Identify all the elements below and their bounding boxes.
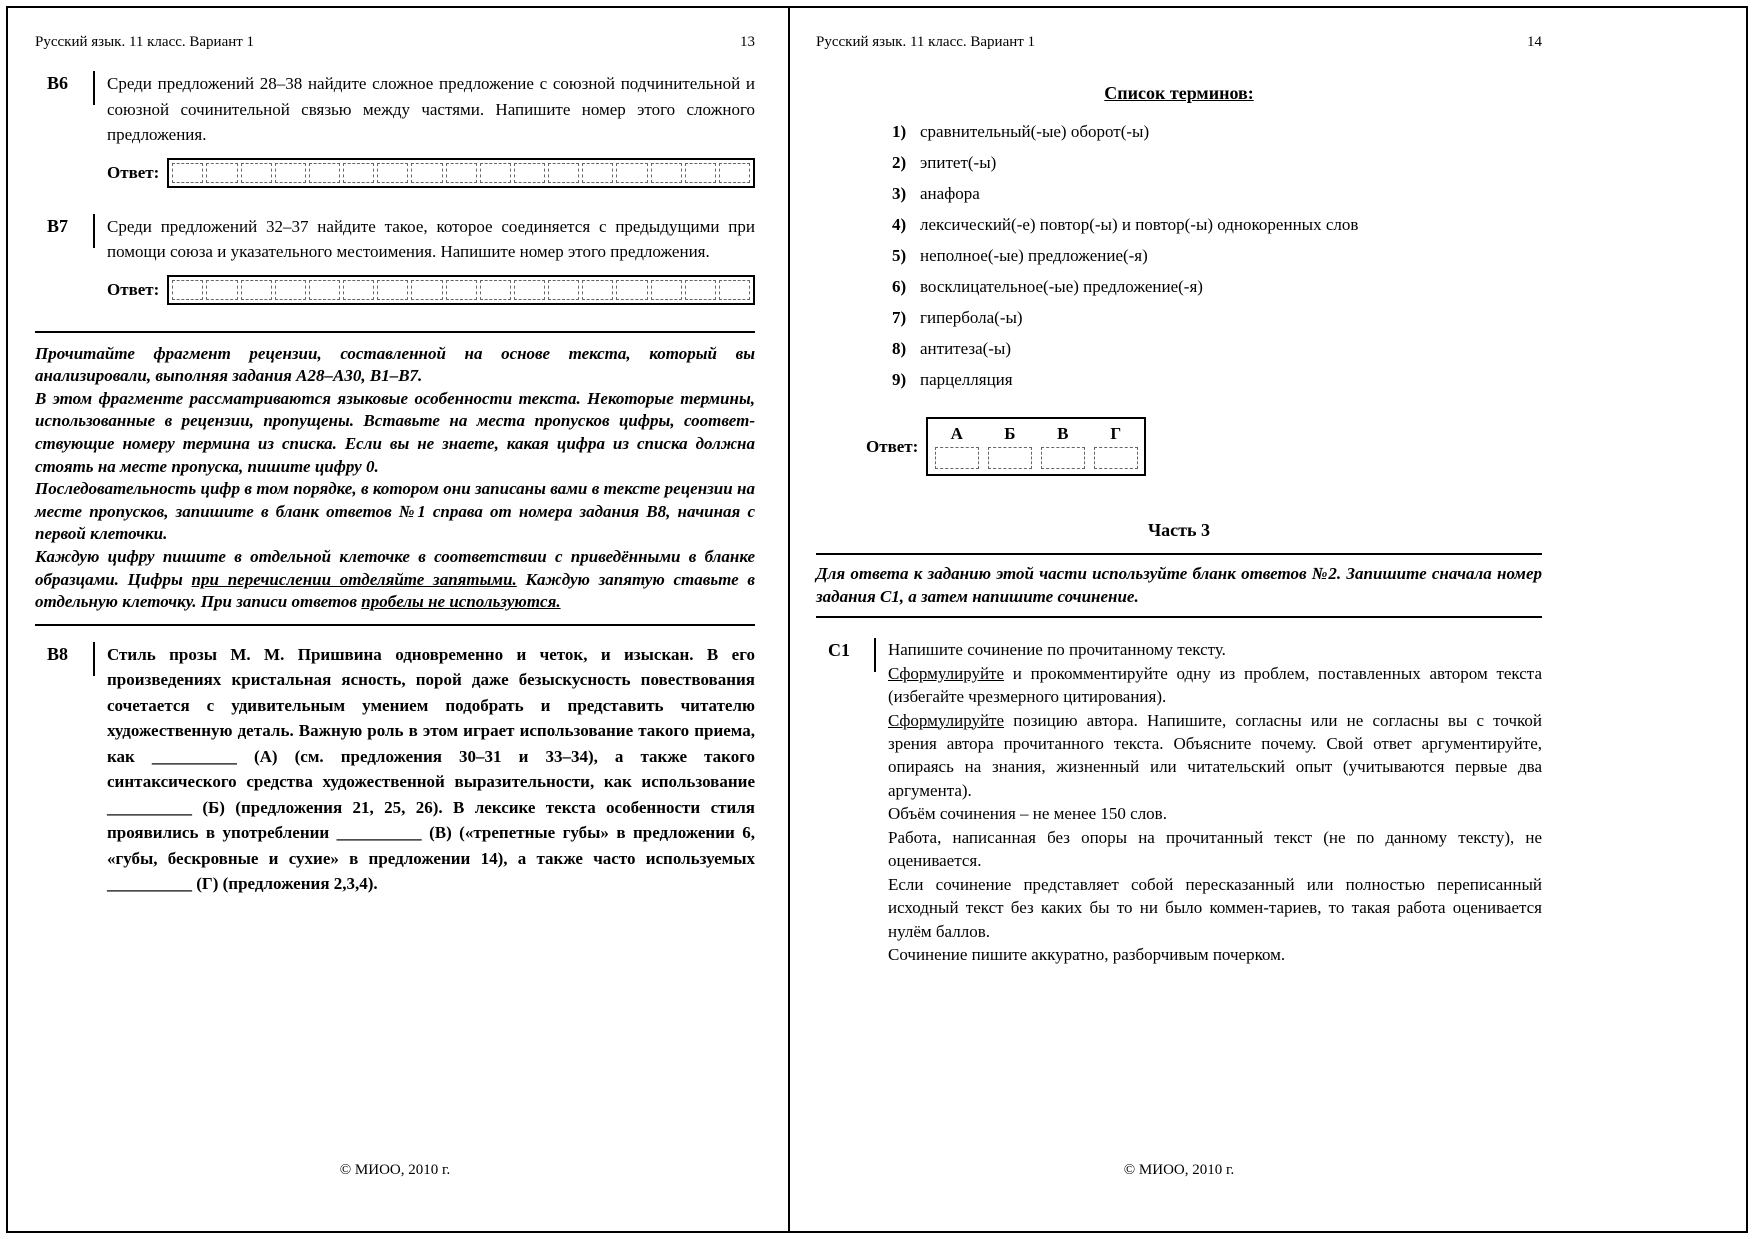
term-item (892, 153, 1542, 173)
c1-underlined-word: Сформулируйте (888, 663, 1005, 683)
instructions-paragraph: Для ответа к заданию этой части используйте бланк ответов №2. Запишите сначала номер задания С1, а затем напишите сочинение. (816, 564, 1542, 606)
task-c1-paragraph-2 (888, 662, 1542, 709)
task-b7-body (107, 214, 755, 305)
term-item (892, 184, 1542, 204)
terms-list (816, 122, 1542, 401)
answer-grid-column (1036, 419, 1089, 474)
answer-cell (343, 280, 374, 300)
task-b8-number: В8 (35, 642, 95, 676)
answer-cell (1094, 447, 1138, 469)
answer-cell (582, 280, 613, 300)
term-text: анафора (920, 184, 980, 203)
answer-cell (275, 163, 306, 183)
task-b7-text: Среди предложений 32–37 найдите такое, которое соединяется с предыдущими при помощи союза и указательного местоимения. Напишите номер этого предложения. (107, 216, 755, 261)
answer-cell (988, 447, 1032, 469)
part-3-title: Часть 3 (1147, 520, 1211, 540)
answer-cell (206, 280, 237, 300)
term-text: эпитет(-ы) (920, 153, 997, 172)
answer-cell (1041, 447, 1085, 469)
instructions-paragraph-1: Прочитайте фрагмент рецензии, составленной на основе текста, который вы анализировали, выполняя задания А28–А30, В1–В7. (35, 343, 755, 386)
answer-cell (241, 280, 272, 300)
term-text: неполное(-ые) предложение(-я) (920, 246, 1148, 265)
term-item (892, 308, 1542, 328)
answer-cell (548, 163, 579, 183)
term-number: 5) (892, 246, 907, 265)
answer-cell (651, 280, 682, 300)
c1-text-segment: позицию автора. Напишите, согласны или не согласны вы с точкой зрения автора прочитанного текста. Объясните почему. Свой ответ аргументируйте, опираясь на знания, жизненный или читательский опыт (учитываются первые два аргумента). (888, 710, 1542, 800)
header-page-number: 14 (1527, 34, 1542, 50)
answer-cell (309, 280, 340, 300)
task-b8 (35, 642, 755, 897)
term-text: восклицательное(-ые) предложение(-я) (920, 277, 1203, 296)
term-text: сравнительный(-ые) оборот(-ы) (920, 122, 1150, 141)
task-c1-paragraph-5: Работа, написанная без опоры на прочитанный текст (не по данному тексту), не оценивается. (888, 827, 1542, 871)
answer-grid-column (930, 419, 983, 474)
task-b7-answer-row (107, 275, 755, 305)
term-item (892, 370, 1542, 390)
term-text: парцелляция (920, 370, 1013, 389)
term-number: 8) (892, 339, 907, 358)
c1-text-segment: и прокомментируйте одну из проблем, поставленных автором текста (избегайте чрезмерного цитирования). (888, 663, 1542, 707)
answer-grid-header: Г (1110, 424, 1122, 443)
answer-cell (275, 280, 306, 300)
copyright-footer: © МИОО, 2010 г. (1123, 1162, 1235, 1178)
task-b7-number: В7 (35, 214, 95, 248)
task-b7 (35, 214, 755, 305)
task-b6-answer-row (107, 158, 755, 188)
part-3-instructions (816, 563, 1542, 608)
answer-grid-header: А (950, 424, 963, 443)
answer-cell (446, 280, 477, 300)
header-title: Русский язык. 11 класс. Вариант 1 (816, 34, 1036, 50)
header-page-number: 13 (740, 34, 755, 50)
answer-grid-column (1089, 419, 1142, 474)
term-item (892, 122, 1542, 142)
task-c1-paragraph-1: Напишите сочинение по прочитанному тексту. (888, 640, 1226, 660)
task-c1-paragraph-7: Сочинение пишите аккуратно, разборчивым почерком. (888, 945, 1286, 965)
answer-cell (172, 280, 203, 300)
task-b6-answer-box (167, 158, 755, 188)
term-text: гипербола(-ы) (920, 308, 1023, 327)
answer-cell (480, 163, 511, 183)
answer-grid-header: Б (1004, 424, 1016, 443)
instructions-paragraph-4 (35, 546, 755, 614)
divider-rule (816, 553, 1542, 555)
term-text: антитеза(-ы) (920, 339, 1012, 358)
answer-cell (582, 163, 613, 183)
exam-sheet-spread (6, 6, 1748, 1233)
instructions-paragraph-2: В этом фрагменте рассматриваются языковые особенности текста. Некоторые термины, использованные в рецензии, пропущены. Вставьте на места пропусков цифры, соответ-ствующие номеру термина из списка. Если вы не знаете, какая цифра из списка должна стоять на месте пропуска, пишите цифру 0. (35, 388, 755, 476)
term-number: 9) (892, 370, 907, 389)
term-text: лексический(-е) повтор(-ы) и повтор(-ы) однокоренных слов (920, 215, 1359, 234)
task-c1 (816, 638, 1542, 966)
page-13-header (35, 34, 755, 51)
task-b6 (35, 71, 755, 188)
copyright-footer: © МИОО, 2010 г. (339, 1162, 451, 1178)
divider-rule (35, 624, 755, 626)
review-instructions (35, 343, 755, 614)
answer-cell (446, 163, 477, 183)
instructions-segment: Каждую запятую ставьте в отдельную клеточку. При записи ответов (35, 569, 755, 612)
instructions-paragraph-3: Последовательность цифр в том порядке, в котором они записаны вами в тексте рецензии на месте пропусков, запишите в бланк ответов №1 справа от номера задания В8, начиная с первой клеточки. (35, 479, 755, 544)
term-number: 4) (892, 215, 907, 234)
answer-cell (241, 163, 272, 183)
task-b6-answer-label: Ответ: (107, 162, 160, 182)
task-b6-body (107, 71, 755, 188)
c1-underlined-word: Сформулируйте (888, 710, 1005, 730)
answer-cell (172, 163, 203, 183)
answer-cell (411, 163, 442, 183)
task-b6-number: В6 (35, 71, 95, 105)
answer-cell (616, 163, 647, 183)
answer-cell (685, 280, 716, 300)
page-14-header (816, 34, 1542, 51)
task-b7-answer-label: Ответ: (107, 279, 160, 299)
page-14 (790, 8, 1746, 1231)
task-c1-paragraph-4: Объём сочинения – не менее 150 слов. (888, 804, 1167, 824)
task-b8-text: Стиль прозы М. М. Пришвина одновременно и четок, и изыскан. В его произведениях кристальная ясность, порой даже безыскусность повествования сочетается с удивительным умением подобрать и представить читателю художественную деталь. Важную роль в этом играет использование такого приема, как __________ (А) (см. предложения 30–31 и 33–34), а также такого синтаксического средства художественной выразительности, как использование __________ (Б) (предложения 21, 25, 26). В лексике текста особенности стиля проявились в употреблении __________ (В) («трепетные губы» в предложении 6, «губы, бескровные и сухие» в предложении 14), а также часто используемых __________ (Г) (предложения 2,3,4). (107, 644, 755, 894)
term-number: 2) (892, 153, 907, 172)
terms-answer-grid (926, 417, 1146, 476)
term-number: 3) (892, 184, 907, 203)
term-item (892, 277, 1542, 297)
task-c1-body (888, 638, 1542, 966)
task-b7-answer-box (167, 275, 755, 305)
term-item (892, 215, 1542, 235)
task-c1-paragraph-6: Если сочинение представляет собой пересказанный или полностью переписанный исходный текст без каких бы то ни было коммен-тариев, то такая работа оценивается нулём баллов. (888, 874, 1542, 941)
page-13 (8, 8, 790, 1231)
term-item (892, 339, 1542, 359)
term-number: 6) (892, 277, 907, 296)
answer-grid-header: В (1057, 424, 1069, 443)
answer-cell (514, 163, 545, 183)
terms-list-title: Список терминов: (1104, 83, 1254, 103)
divider-rule (816, 616, 1542, 618)
answer-grid-column (983, 419, 1036, 474)
instructions-segment-underlined: пробелы не используются. (361, 592, 561, 612)
terms-answer-label: Ответ: (866, 436, 919, 456)
answer-cell (377, 163, 408, 183)
term-number: 1) (892, 122, 907, 141)
task-b8-body (107, 642, 755, 897)
term-number: 7) (892, 308, 907, 327)
instructions-segment: Каждую цифру пишите в отдельной клеточке в соответствии с приведёнными в бланке образцами. Цифры (35, 546, 755, 589)
terms-answer-area (866, 417, 1542, 476)
answer-cell (411, 280, 442, 300)
divider-rule (35, 331, 755, 333)
answer-cell (685, 163, 716, 183)
answer-cell (651, 163, 682, 183)
task-b6-text: Среди предложений 28–38 найдите сложное предложение с союзной подчинительной и союзной сочинительной связью между частями. Напишите номер этого сложного предложения. (107, 74, 755, 144)
answer-cell (616, 280, 647, 300)
answer-cell (480, 280, 511, 300)
answer-cell (206, 163, 237, 183)
answer-cell (309, 163, 340, 183)
task-c1-paragraph-3 (888, 709, 1542, 803)
answer-cell (719, 280, 750, 300)
answer-cell (343, 163, 374, 183)
task-c1-number: С1 (816, 638, 876, 672)
answer-cell (719, 163, 750, 183)
answer-cell (935, 447, 979, 469)
instructions-segment-underlined: при перечислении отделяйте запятыми. (191, 569, 517, 589)
answer-cell (514, 280, 545, 300)
answer-cell (377, 280, 408, 300)
answer-cell (548, 280, 579, 300)
header-title: Русский язык. 11 класс. Вариант 1 (35, 34, 255, 50)
term-item (892, 246, 1542, 266)
